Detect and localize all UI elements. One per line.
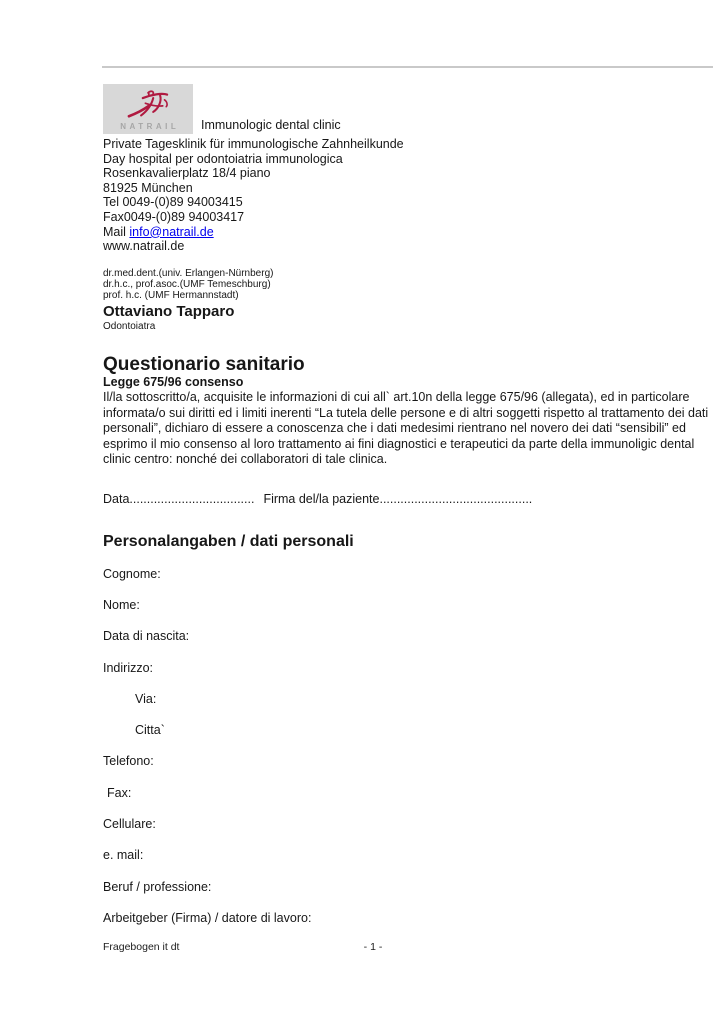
clinic-header xyxy=(103,84,715,134)
doctor-name: Ottaviano Tapparo xyxy=(103,302,235,320)
date-fill-line: Data.................................... xyxy=(103,491,255,506)
field-label-fax: Fax: xyxy=(107,785,132,800)
field-label-datore-di-lavoro: Arbeitgeber (Firma) / datore di lavoro: xyxy=(103,910,312,925)
field-label-indirizzo: Indirizzo: xyxy=(103,660,154,675)
credential-line: prof. h.c. (UMF Hermannstadt) xyxy=(103,290,239,302)
clinic-phone-line: Tel 0049-(0)89 94003415 xyxy=(103,195,243,210)
consent-paragraph: Il/la sottoscritto/a, acquisite le informazioni di cui all` art.10n della legge 675/96 (allegata), ed in particolare informata/o sui diritti ed i limiti inerenti “La tutela delle persone e di altri soggetti rispetto al trattamento dei dati personali”, dichiaro di essere a conoscenza che i dati medesimi rientrano nel novero dei dati “sensibili” ed esprimo il mio consenso al loro trattamento ai fini diagnostici e terapeutici da parte della immunoligic dental clinic centro: nonché dei collaboratori di tale clinica. xyxy=(103,390,709,467)
date-signature-row xyxy=(103,492,715,507)
field-label-via: Via: xyxy=(135,691,157,706)
natrail-logo-icon xyxy=(122,89,174,121)
field-label-cellulare: Cellulare: xyxy=(103,817,156,832)
questionnaire-title: Questionario sanitario xyxy=(103,353,305,375)
clinic-fax-line: Fax0049-(0)89 94003417 xyxy=(103,209,245,224)
credential-line: dr.h.c., prof.asoc.(UMF Temeschburg) xyxy=(103,279,271,291)
clinic-address-line: Private Tagesklinik für immunologische Zahnheilkunde xyxy=(103,137,404,151)
signature-fill-line: Firma del/la paziente............................................ xyxy=(263,491,533,506)
mail-label: Mail xyxy=(103,224,130,239)
clinic-address-line: Rosenkavalierplatz 18/4 piano xyxy=(103,166,271,181)
clinic-email-link[interactable]: info@natrail.de xyxy=(129,224,214,239)
clinic-website: www.natrail.de xyxy=(103,239,185,254)
document-body xyxy=(103,84,715,926)
header-divider xyxy=(102,66,713,68)
footer-doc-name: Fragebogen it dt xyxy=(103,941,180,953)
doctor-title: Odontoiatra xyxy=(103,320,156,332)
field-label-email: e. mail: xyxy=(103,848,144,863)
field-label-citta: Citta` xyxy=(135,723,165,738)
field-label-cognome: Cognome: xyxy=(103,566,161,581)
natrail-logo xyxy=(103,84,193,134)
personal-data-heading: Personalangaben / dati personali xyxy=(103,532,354,550)
clinic-tagline: Immunologic dental clinic xyxy=(201,118,341,132)
clinic-address-line: 81925 München xyxy=(103,180,193,195)
footer-page-number: - 1 - xyxy=(363,941,383,953)
field-label-nome: Nome: xyxy=(103,597,140,612)
consent-law-subheading: Legge 675/96 consenso xyxy=(103,374,244,389)
credential-line: dr.med.dent.(univ. Erlangen-Nürnberg) xyxy=(103,267,274,279)
clinic-mail-line xyxy=(103,225,715,240)
clinic-address-block xyxy=(103,137,715,254)
field-label-data-di-nascita: Data di nascita: xyxy=(103,629,190,644)
field-label-telefono: Telefono: xyxy=(103,754,154,769)
field-label-professione: Beruf / professione: xyxy=(103,879,212,894)
natrail-logo-wordmark: NATRAIL xyxy=(120,122,180,131)
clinic-address-line: Day hospital per odontoiatria immunologica xyxy=(103,151,343,166)
doctor-credentials xyxy=(103,268,715,302)
